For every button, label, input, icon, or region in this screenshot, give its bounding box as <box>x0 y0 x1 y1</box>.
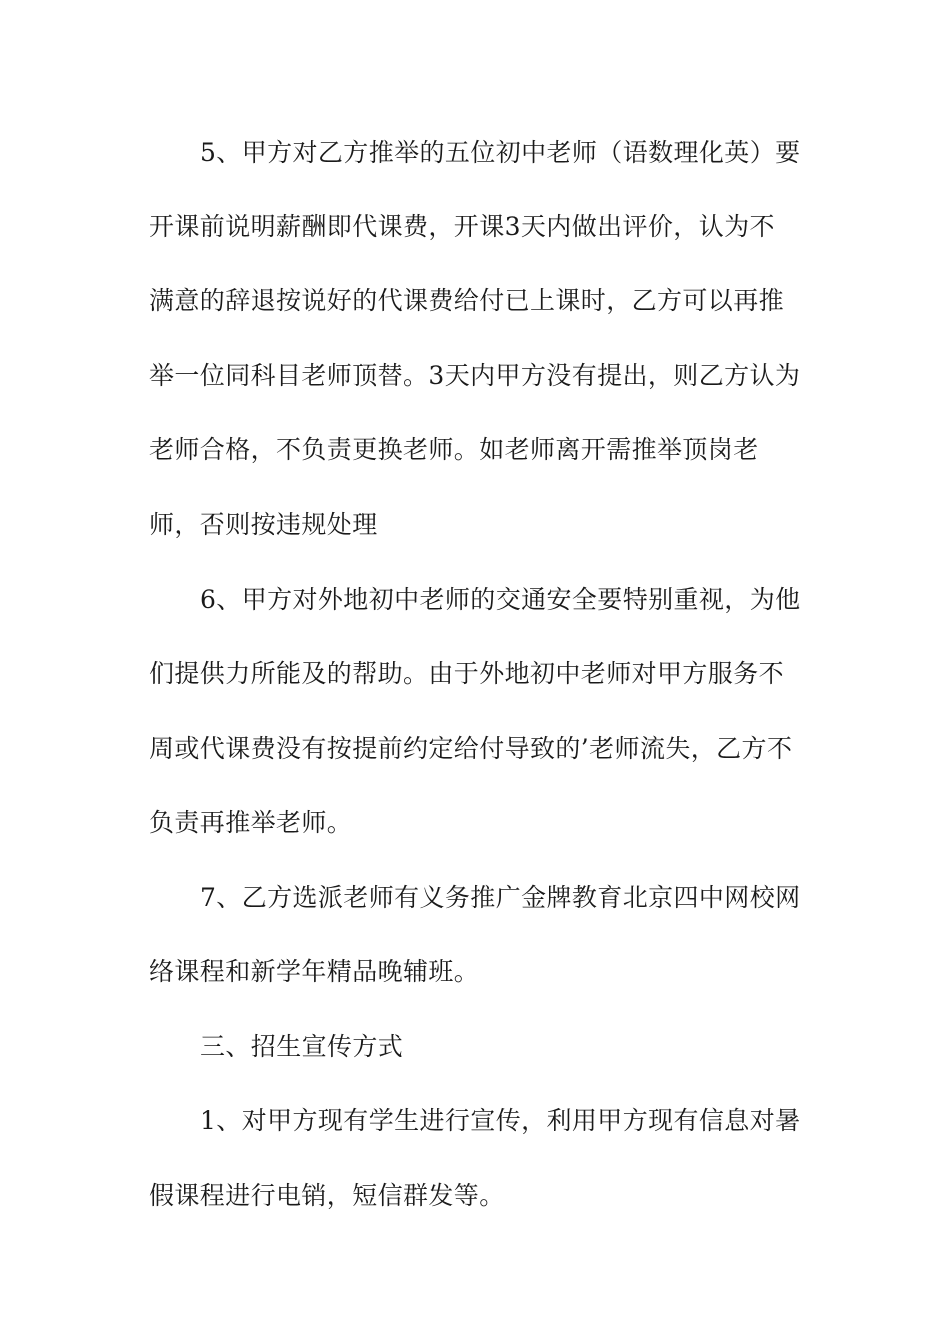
item-5-line-1: 5、甲方对乙方推举的五位初中老师（语数理化英）要 <box>200 138 801 167</box>
item-7-line-1: 7、乙方选派老师有义务推广金牌教育北京四中网校网 <box>200 883 801 912</box>
item-5-line-6: 师，否则按违规处理 <box>149 510 378 539</box>
item-1-line-2: 假课程进行电销，短信群发等。 <box>149 1181 505 1210</box>
item-6-line-1: 6、甲方对外地初中老师的交通安全要特别重视，为他 <box>200 585 801 614</box>
item-5-line-5: 老师合格，不负责更换老师。如老师离开需推举顶岗老 <box>149 435 759 464</box>
item-5-line-4: 举一位同科目老师顶替。3天内甲方没有提出，则乙方认为 <box>149 361 801 390</box>
section-heading: 三、招生宣传方式 <box>200 1032 404 1061</box>
item-7-line-2: 络课程和新学年精品晚辅班。 <box>149 957 480 986</box>
item-6-line-4: 负责再推举老师。 <box>149 808 353 837</box>
item-6-line-2: 们提供力所能及的帮助。由于外地初中老师对甲方服务不 <box>149 659 785 688</box>
item-6-line-3: 周或代课费没有按提前约定给付导致的’老师流失，乙方不 <box>149 734 793 763</box>
item-1-line-1: 1、对甲方现有学生进行宣传，利用甲方现有信息对暑 <box>200 1106 801 1135</box>
item-5-line-3: 满意的辞退按说好的代课费给付已上课时，乙方可以再推 <box>149 286 785 315</box>
item-5-line-2: 开课前说明薪酬即代课费，开课3天内做出评价，认为不 <box>149 212 775 241</box>
